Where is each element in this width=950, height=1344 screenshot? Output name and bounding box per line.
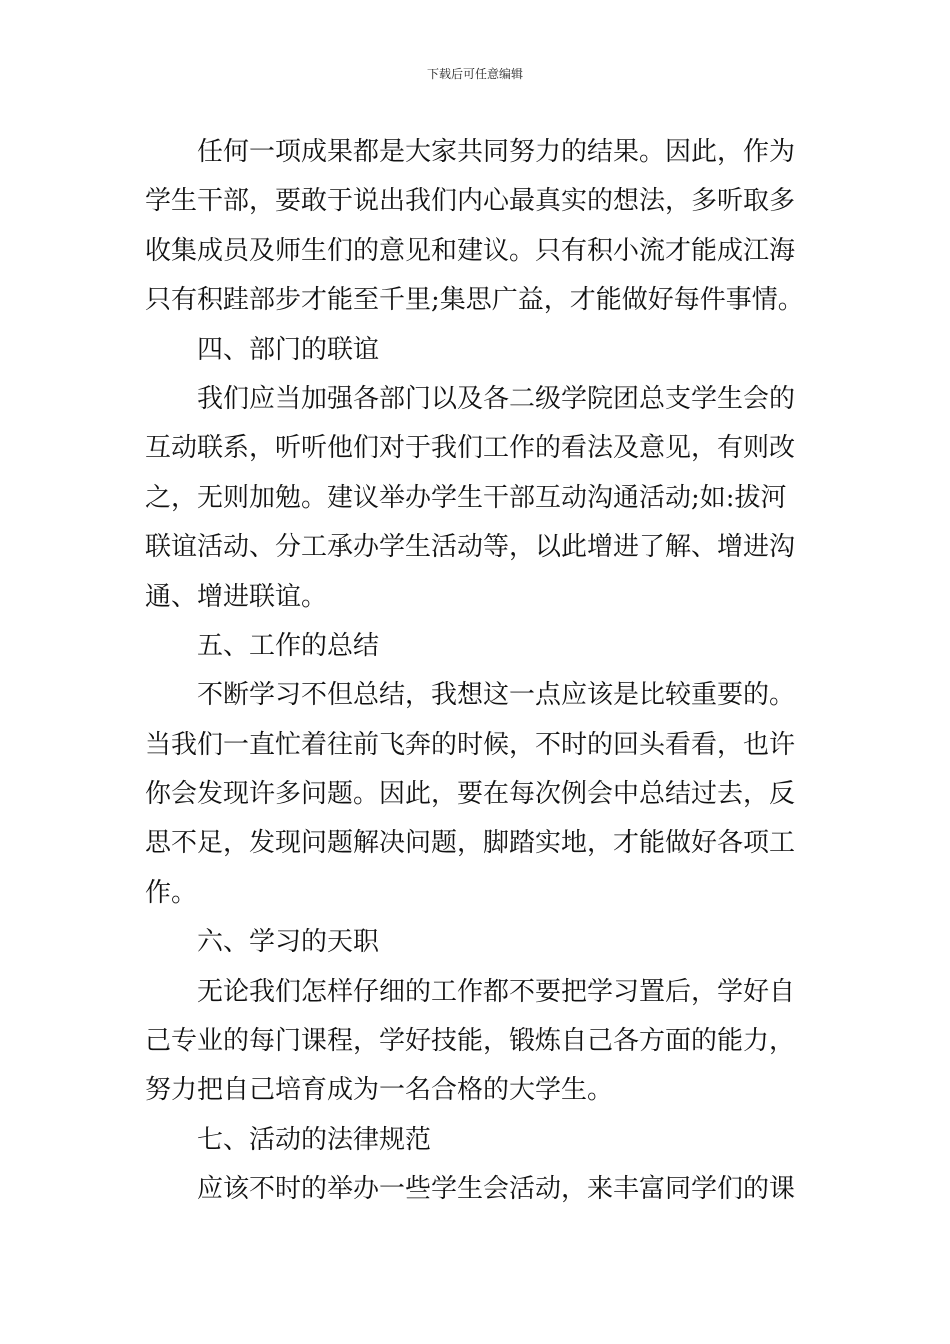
paragraph-study-duty xyxy=(145,968,810,1116)
text-line: 思不足，发现问题解决问题，脚踏实地，才能做好各项工 xyxy=(145,828,796,859)
heading-text: 四、部门的联谊 xyxy=(197,334,380,365)
text-line: 应该不时的举办一些学生会活动，来丰富同学们的课 xyxy=(197,1174,796,1205)
text-line: 任何一项成果都是大家共同努力的结果。因此，作为 xyxy=(197,137,796,167)
paragraph-department-liaison xyxy=(145,375,810,622)
heading-text: 七、活动的法律规范 xyxy=(197,1124,432,1155)
text-line: 联谊活动、分工承办学生活动等，以此增进了解、增进沟 xyxy=(145,532,796,563)
text-line: 当我们一直忙着往前飞奔的时候，不时的回头看看，也许 xyxy=(145,729,796,760)
text-line: 你会发现许多问题。因此，要在每次例会中总结过去，反 xyxy=(145,779,796,810)
section-heading-4 xyxy=(145,326,810,375)
text-line: 互动联系，听听他们对于我们工作的看法及意见，有则改 xyxy=(145,433,796,464)
section-heading-5 xyxy=(145,622,810,671)
heading-text: 五、工作的总结 xyxy=(197,630,380,661)
text-line: 通、增进联谊。 xyxy=(145,581,328,612)
paragraph-activities xyxy=(145,1165,810,1214)
text-line: 学生干部，要敢于说出我们内心最真实的想法，多听取多 xyxy=(145,186,796,217)
page-header: 下载后可任意编辑 xyxy=(426,67,523,81)
text-line: 我们应当加强各部门以及各二级学院团总支学生会的 xyxy=(197,383,796,414)
text-line: 收集成员及师生们的意见和建议。只有积小流才能成江海 xyxy=(145,235,796,266)
text-line: 之，无则加勉。建议举办学生干部互动沟通活动;如:拔河 xyxy=(145,482,787,513)
text-line: 己专业的每门课程，学好技能，锻炼自己各方面的能力， xyxy=(145,1026,796,1057)
text-line: 作。 xyxy=(145,877,198,908)
text-line: 只有积跬部步才能至千里;集思广益，才能做好每件事情。 xyxy=(145,285,804,316)
document-body xyxy=(145,128,810,1215)
text-line: 无论我们怎样仔细的工作都不要把学习置后，学好自 xyxy=(197,976,796,1007)
paragraph-teamwork xyxy=(145,128,810,326)
section-heading-6 xyxy=(145,918,810,967)
heading-text: 六、学习的天职 xyxy=(197,927,380,958)
text-line: 不断学习不但总结，我想这一点应该是比较重要的。 xyxy=(197,680,796,711)
section-heading-7 xyxy=(145,1116,810,1165)
text-line: 努力把自己培育成为一名合格的大学生。 xyxy=(145,1075,614,1106)
paragraph-work-summary xyxy=(145,671,810,918)
